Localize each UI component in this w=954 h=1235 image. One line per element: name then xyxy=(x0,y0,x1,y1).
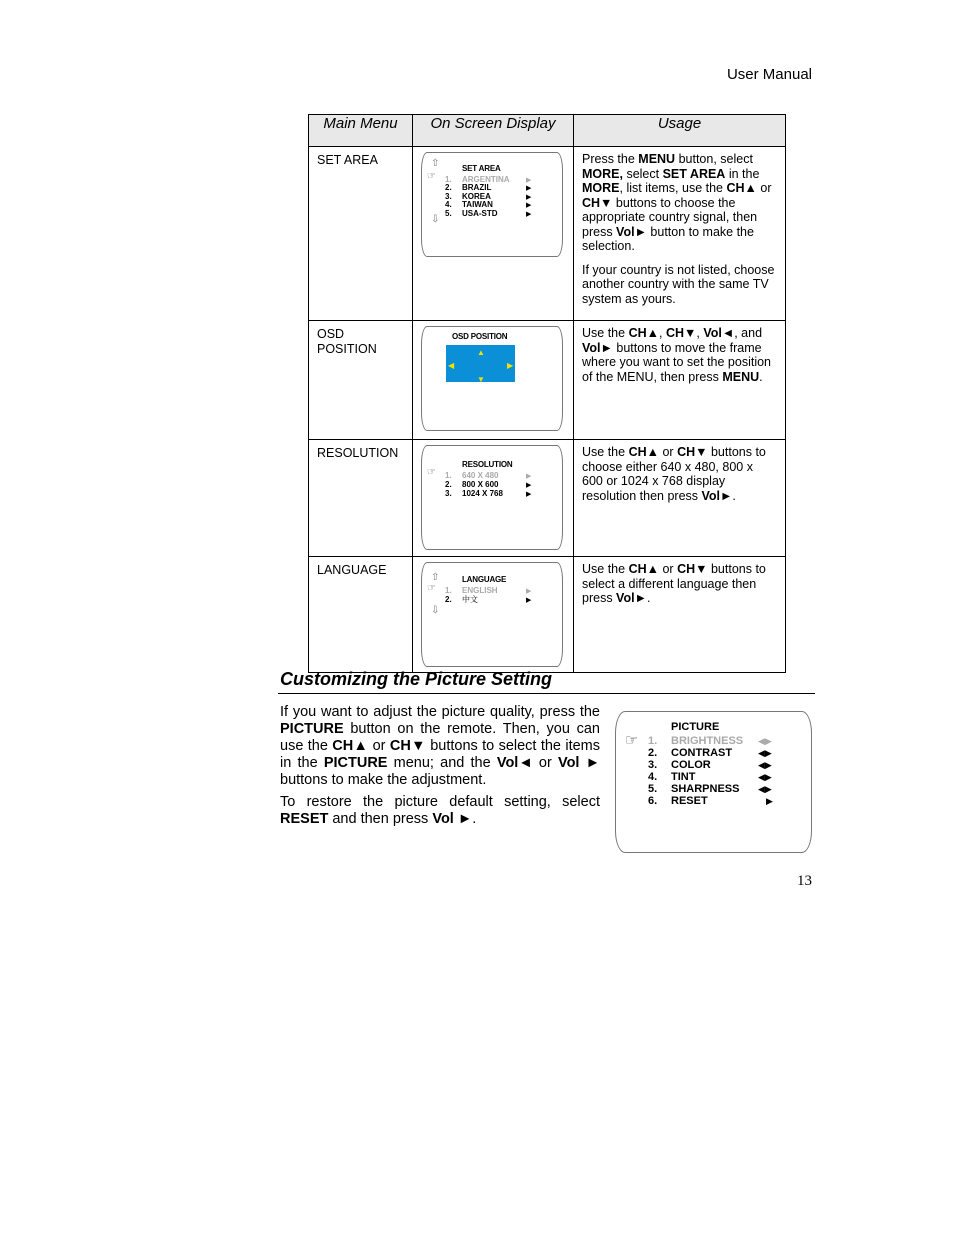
down-arrow-icon: ⇩ xyxy=(431,605,440,616)
text-run: menu; and the xyxy=(387,755,497,771)
usage-text xyxy=(582,152,777,254)
table-row xyxy=(309,147,786,321)
usage-cell xyxy=(574,147,786,321)
osd-item-num: 3. xyxy=(445,489,452,498)
osd-title: SET AREA xyxy=(462,164,501,173)
screen-cell xyxy=(413,321,574,440)
emphasis-text: CH▼ xyxy=(665,326,697,340)
body-paragraph xyxy=(280,704,600,789)
osd-item-label: 1024 X 768 xyxy=(462,489,503,498)
text-run: . xyxy=(646,591,651,605)
arrow-right-icon: ▶ xyxy=(507,361,514,370)
osd-title: PICTURE xyxy=(671,721,720,733)
emphasis-text: Vol ► xyxy=(557,755,600,771)
osd-item-num: 2. xyxy=(445,183,452,192)
text-run: buttons to choose the appropriate country signal, then press xyxy=(582,195,758,239)
text-run: . xyxy=(759,369,763,384)
arrow-right-icon: ▶ xyxy=(526,185,532,192)
osd-item-label: 中文 xyxy=(462,595,478,604)
hand-pointer-icon: ☞ xyxy=(427,583,436,594)
hand-pointer-icon: ☞ xyxy=(427,171,436,182)
emphasis-text: CH▲ xyxy=(726,181,757,195)
osd-item-num: 3. xyxy=(445,192,452,201)
osd-item-label: ENGLISH xyxy=(462,586,498,595)
emphasis-text: CH▼ xyxy=(389,738,426,754)
text-run: , list items, use the xyxy=(619,181,727,195)
hand-pointer-icon: ☞ xyxy=(625,732,639,749)
osd-frame xyxy=(446,345,515,382)
menu-table xyxy=(308,114,786,673)
emphasis-text: CH▲ xyxy=(628,445,659,459)
osd-title: RESOLUTION xyxy=(462,460,513,469)
usage-note: If your country is not listed, choose another country with the same TV system as yours. xyxy=(582,262,775,306)
osd-item-num: 1. xyxy=(445,586,452,595)
text-run: select xyxy=(622,166,663,181)
arrow-left-right-icon: ◀▶ xyxy=(758,748,772,758)
osd-item-num: 6. xyxy=(648,795,658,807)
emphasis-text: Vol► xyxy=(616,591,647,605)
screen-cell xyxy=(413,557,574,673)
text-run: and then press xyxy=(328,811,433,827)
emphasis-text: Vol ► xyxy=(432,811,473,827)
arrow-left-right-icon: ◀▶ xyxy=(758,760,772,770)
arrow-right-icon: ▶ xyxy=(526,194,532,201)
text-run: button to make the selection. xyxy=(582,224,754,253)
osd-item-num: 5. xyxy=(445,209,452,218)
osd-item-label: KOREA xyxy=(462,192,491,201)
section-divider xyxy=(278,693,815,694)
osd-item-num: 4. xyxy=(445,200,452,209)
usage-cell xyxy=(574,321,786,440)
osd-screen-resolution xyxy=(421,445,563,550)
emphasis-text: PICTURE xyxy=(323,755,388,771)
text-run: buttons to choose either 640 x 480, 800 x 600 or 1024 x 768 display resolution then press xyxy=(582,445,766,503)
emphasis-text: CH▲ xyxy=(628,562,659,576)
menu-cell: RESOLUTION xyxy=(309,440,413,557)
emphasis-text: SET AREA xyxy=(662,166,726,181)
arrow-down-icon: ▼ xyxy=(477,375,485,384)
osd-item-num: 2. xyxy=(648,747,658,759)
header-title: User Manual xyxy=(726,66,812,83)
column-header-usage: Usage xyxy=(574,115,786,147)
column-header-on-screen-display: On Screen Display xyxy=(413,115,574,147)
menu-cell: SET AREA xyxy=(309,147,413,321)
osd-item-num: 1. xyxy=(445,471,452,480)
text-run: . xyxy=(472,811,477,827)
osd-item-num: 2. xyxy=(445,595,452,604)
emphasis-text: CH▲ xyxy=(332,738,369,754)
text-run: , xyxy=(659,326,666,340)
section-heading: Customizing the Picture Setting xyxy=(280,669,553,689)
up-arrow-icon: ⇧ xyxy=(431,572,440,583)
text-run: or xyxy=(368,738,390,754)
text-run: or xyxy=(659,445,678,459)
menu-cell: LANGUAGE xyxy=(309,557,413,673)
osd-item-num: 5. xyxy=(648,783,658,795)
text-run: To restore the picture default setting, select xyxy=(280,794,600,810)
arrow-right-icon: ▶ xyxy=(526,177,532,184)
osd-item-label: CONTRAST xyxy=(671,747,733,759)
arrow-right-icon: ▶ xyxy=(526,597,532,604)
text-run: , and xyxy=(734,326,763,340)
emphasis-text: Vol◄ xyxy=(703,326,735,340)
arrow-left-icon: ◀ xyxy=(448,361,455,370)
screen-cell xyxy=(413,147,574,321)
arrow-right-icon: ▶ xyxy=(526,491,532,498)
column-header-main-menu: Main Menu xyxy=(309,115,413,147)
osd-item-num: 1. xyxy=(445,175,452,184)
osd-item-num: 3. xyxy=(648,759,658,771)
osd-screen-language xyxy=(421,562,563,667)
hand-pointer-icon: ☞ xyxy=(427,467,436,478)
up-arrow-icon: ⇧ xyxy=(431,158,440,169)
text-run: or xyxy=(659,562,678,576)
osd-item-label: RESET xyxy=(671,795,708,807)
text-run: Use the xyxy=(582,562,629,576)
osd-title: OSD POSITION xyxy=(452,332,508,341)
down-arrow-icon: ⇩ xyxy=(431,214,440,225)
text-run: buttons to make the adjustment. xyxy=(280,772,487,788)
osd-item-num: 1. xyxy=(648,735,658,747)
text-run: or xyxy=(756,181,772,195)
arrow-right-icon: ▶ xyxy=(526,473,532,480)
text-run: buttons to select a different language then press xyxy=(582,562,766,605)
table-row xyxy=(309,321,786,440)
arrow-left-right-icon: ◀▶ xyxy=(758,784,772,794)
table-row xyxy=(309,440,786,557)
emphasis-text: Vol► xyxy=(582,340,613,355)
osd-item-num: 2. xyxy=(445,480,452,489)
arrow-left-right-icon: ◀▶ xyxy=(758,772,772,782)
text-run: If you want to adjust the picture quality, press the xyxy=(280,704,600,720)
body-paragraph xyxy=(280,794,600,828)
text-run: buttons to move the frame where you want to set the position of the MENU, then press xyxy=(582,340,772,384)
text-run: in the xyxy=(725,166,760,181)
osd-item-label: TAIWAN xyxy=(462,200,493,209)
arrow-right-icon: ▶ xyxy=(526,202,532,209)
table-header-row xyxy=(309,115,786,147)
screen-cell xyxy=(413,440,574,557)
osd-screen-picture xyxy=(615,711,812,853)
osd-item-num: 4. xyxy=(648,771,658,783)
emphasis-text: MORE, xyxy=(582,166,623,181)
emphasis-text: PICTURE xyxy=(280,721,344,737)
emphasis-text: Vol► xyxy=(701,488,733,503)
text-run: , xyxy=(696,326,704,340)
osd-item-label: ARGENTINA xyxy=(462,175,510,184)
text-run: buttons to select the items in the xyxy=(280,738,600,771)
usage-cell xyxy=(574,440,786,557)
emphasis-text: MENU xyxy=(722,369,760,384)
table-row xyxy=(309,557,786,673)
text-run: Use the xyxy=(582,326,629,340)
emphasis-text: CH▲ xyxy=(628,326,659,340)
page-number: 13 xyxy=(797,873,812,889)
emphasis-text: CH▼ xyxy=(677,562,708,576)
section-body xyxy=(280,704,600,833)
text-run: button on the remote. Then, you can use the xyxy=(280,721,600,754)
osd-item-label: BRAZIL xyxy=(462,183,492,192)
menu-cell: OSD POSITION xyxy=(309,321,413,440)
osd-item-label: BRIGHTNESS xyxy=(671,735,744,747)
osd-item-label: TINT xyxy=(671,771,696,783)
emphasis-text: Vol◄ xyxy=(496,755,533,771)
usage-cell xyxy=(574,557,786,673)
emphasis-text: CH▼ xyxy=(582,195,613,210)
text-run: or xyxy=(532,755,558,771)
arrow-up-icon: ▲ xyxy=(477,348,485,357)
text-run: button, select xyxy=(675,152,753,166)
arrow-right-icon: ▶ xyxy=(766,796,773,806)
arrow-right-icon: ▶ xyxy=(526,588,532,595)
text-run: Use the xyxy=(582,445,629,459)
emphasis-text: RESET xyxy=(280,811,329,827)
usage-text xyxy=(582,562,777,606)
usage-text xyxy=(582,445,777,503)
arrow-right-icon: ▶ xyxy=(526,482,532,489)
arrow-left-right-icon: ◀▶ xyxy=(758,736,772,746)
osd-screen-osd-position xyxy=(421,326,563,431)
osd-item-label: USA-STD xyxy=(462,209,498,218)
osd-item-label: COLOR xyxy=(671,759,711,771)
arrow-right-icon: ▶ xyxy=(526,211,532,218)
text-run: . xyxy=(732,488,736,503)
osd-title: LANGUAGE xyxy=(462,575,507,584)
usage-text xyxy=(582,326,777,384)
text-run: Press the xyxy=(582,152,639,166)
emphasis-text: Vol► xyxy=(616,224,647,239)
osd-screen-set-area xyxy=(421,152,563,257)
osd-item-label: SHARPNESS xyxy=(671,783,740,795)
emphasis-text: MENU xyxy=(638,152,676,166)
osd-item-label: 640 X 480 xyxy=(462,471,499,480)
emphasis-text: CH▼ xyxy=(677,445,708,459)
osd-item-label: 800 X 600 xyxy=(462,480,499,489)
emphasis-text: MORE xyxy=(582,181,620,195)
